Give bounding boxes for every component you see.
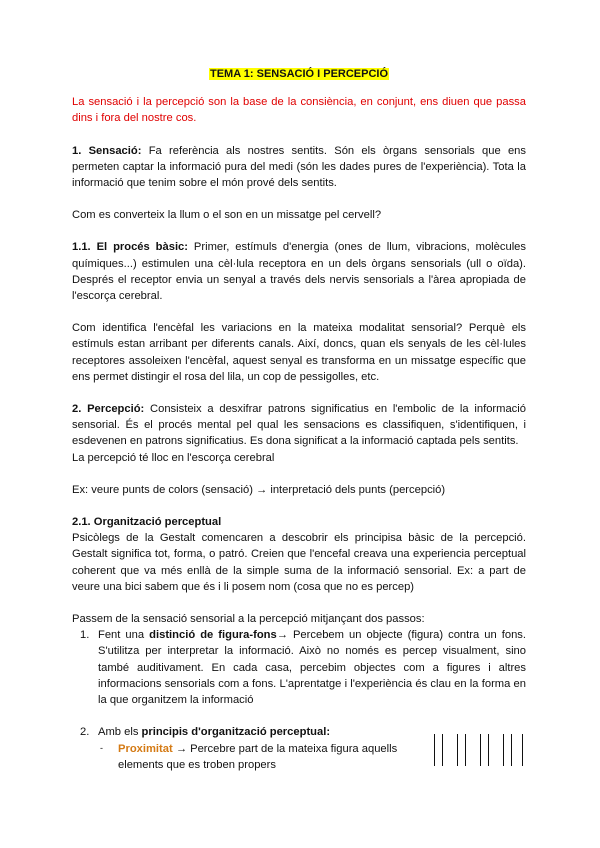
proximity-lines-illustration xyxy=(434,734,526,766)
vertical-line xyxy=(465,734,466,766)
section-sensacio xyxy=(72,143,526,192)
title-wrapper xyxy=(72,66,526,82)
section-proces-basic-text: Primer, estímuls d'energia (ones de llum, vibracions, molècules químiques...) estimulen una cèl·lula receptora en un dels òrgans sensorials (ull o oïda). Després el receptor envia un senyal a través dels nervis sensorials a l'àrea apropiada de l'escorça cerebral. xyxy=(72,241,526,303)
principle-label: Proximitat xyxy=(118,742,173,755)
vertical-line xyxy=(511,734,512,766)
section-percepcio-text: Consisteix a desxifrar patrons significatius en l'embolic de la informació sensorial. És el procés mental pel qual les sensacions es classifiquen, s'identifiquen, i esdevenen en patrons significatius. Es dona significat a la informació captada pels sentits. xyxy=(72,403,526,448)
vertical-line xyxy=(480,734,481,766)
steps-intro: Passem de la sensació sensorial a la percepció mitjançant dos passos: xyxy=(72,613,425,626)
section-sensacio-heading: 1. Sensació: xyxy=(72,144,142,157)
step-pre: Amb els xyxy=(98,726,142,739)
vertical-line xyxy=(522,734,523,766)
vertical-line xyxy=(503,734,504,766)
vertical-line xyxy=(442,734,443,766)
example-line: Ex: veure punts de colors (sensació) → interpretació dels punts (percepció) xyxy=(72,483,446,496)
principle-text: → Percebre part de la mateixa figura aquells elements que es troben propers xyxy=(118,742,398,771)
steps-list xyxy=(72,627,526,740)
section-percepcio-heading: 2. Percepció: xyxy=(72,403,145,416)
section-proces-basic xyxy=(72,239,526,304)
step-bold: distinció de figura-fons xyxy=(149,629,277,642)
step-bold: principis d'organització perceptual: xyxy=(141,726,331,739)
section-percepcio-extra: La percepció té lloc en l'escorça cerebral xyxy=(72,451,275,464)
document-title: TEMA 1: SENSACIÓ I PERCEPCIÓ xyxy=(209,68,389,80)
step-pre: Fent una xyxy=(98,629,150,642)
vertical-line xyxy=(488,734,489,766)
step-figura-fons xyxy=(72,627,526,708)
section-organitzacio-heading: 2.1. Organització perceptual xyxy=(72,516,222,529)
section-sensacio-text: Fa referència als nostres sentits. Són els òrgans sensorials que ens permeten captar la informació pura del medi (són les dades pures de l'experiència). Tota la informació que tenim sobre el món prové dels sentits. xyxy=(72,144,526,190)
step-number: 1. xyxy=(80,629,90,642)
question-llum-so: Com es converteix la llum o el son en un missatge pel cervell? xyxy=(72,209,382,222)
step-text: → Percebem un objecte (figura) contra un fons. S'utilitza per interpretar la informació. Això no només es percep visualment, sino també auditivament. En cada casa, percebim objectes com a figures i altres informacions sensorials com a fons. L'aprentatge i l'experiència és clau en la forma en la que organitzem la informació xyxy=(98,629,526,707)
intro-paragraph: La sensació i la percepció son la base de la consiència, en conjunt, ens diuen que passa dins i fora del nostre cos. xyxy=(72,96,526,125)
section-organitzacio-text: Psicòlegs de la Gestalt comencaren a descobrir els principisa bàsic de la percepció. Gestalt significa tot, forma, o patró. Creien que l'encefal creava una experiencia perceptual coherent que va més enllà de la simple suma de la informació sensorial. Ex: a part de veure una bici sabem que és i li posem nom (cosa que no es percep) xyxy=(72,532,526,593)
step-number: 2. xyxy=(80,726,90,739)
section-percepcio xyxy=(72,401,526,450)
principle-proximitat xyxy=(72,741,428,773)
question-variacions: Com identifica l'encèfal les variacions en la mateixa modalitat sensorial? Perquè els estímuls estan arribant per diferents canals. Així, doncs, quan els senyals de les cèl·lules receptores assoleixen l'encèfal, aquest senyal es transforma en un missatge específic que ens permet distingir el rosa del lila, un cop de pessigolles, etc. xyxy=(72,322,526,383)
vertical-line xyxy=(434,734,435,766)
bullet-dash: - xyxy=(100,742,103,753)
vertical-line xyxy=(457,734,458,766)
document-page xyxy=(72,66,526,773)
section-proces-basic-heading: 1.1. El procés bàsic: xyxy=(72,241,189,254)
